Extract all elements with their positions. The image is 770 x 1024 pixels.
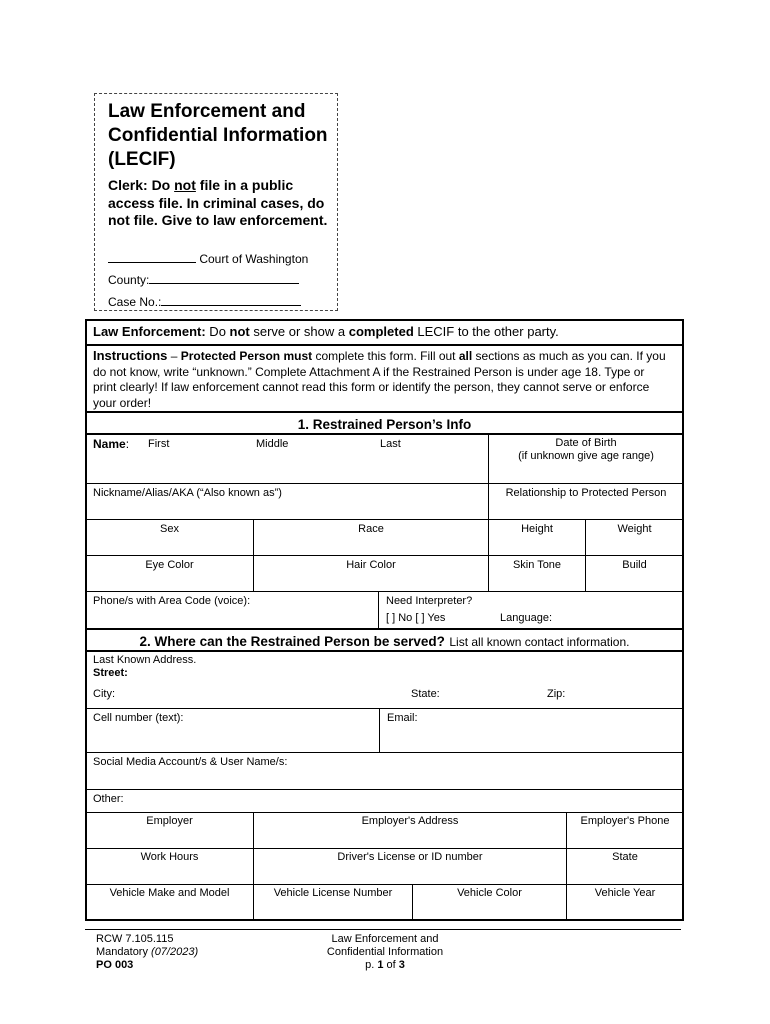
employer-label: Employer xyxy=(146,815,193,827)
work-hours-label: Work Hours xyxy=(140,851,199,863)
skin-tone-label: Skin Tone xyxy=(512,559,562,571)
form-title: Law Enforcement and Confidential Information (LECIF) xyxy=(108,101,328,170)
race-label: Race xyxy=(358,523,384,535)
section1-heading: 1. Restrained Person’s Info xyxy=(85,411,684,435)
county-field[interactable] xyxy=(149,283,299,284)
court-name-field[interactable] xyxy=(108,262,196,263)
street-label: Street: xyxy=(93,667,128,679)
dob-label: Date of Birth xyxy=(555,437,617,449)
vehicle-make-label: Vehicle Make and Model xyxy=(109,887,230,899)
relationship-label: Relationship to Protected Person xyxy=(505,487,667,499)
city-label: City: xyxy=(93,688,115,700)
weight-label: Weight xyxy=(617,523,652,535)
hair-color-label: Hair Color xyxy=(346,559,396,571)
other-label: Other: xyxy=(93,793,124,805)
court-line: Court of Washington xyxy=(108,252,308,266)
section2-heading: 2. Where can the Restrained Person be served? List all known contact information. xyxy=(85,628,684,652)
email-cell[interactable] xyxy=(379,708,684,753)
eye-color-label: Eye Color xyxy=(145,559,194,571)
employer-phone-label: Employer's Phone xyxy=(580,815,670,827)
cell-number-label: Cell number (text): xyxy=(93,712,184,724)
dob-note: (if unknown give age range) xyxy=(518,450,654,462)
case-line: Case No.: xyxy=(108,295,301,309)
zip-label: Zip: xyxy=(547,688,566,700)
first-label: First xyxy=(148,438,170,450)
social-media-label: Social Media Account/s & User Name/s: xyxy=(93,756,288,768)
county-line: County: xyxy=(108,273,299,287)
footer-rule xyxy=(85,929,681,930)
middle-label: Middle xyxy=(256,438,289,450)
phone-label: Phone/s with Area Code (voice): xyxy=(93,595,251,607)
email-label: Email: xyxy=(387,712,418,724)
height-label: Height xyxy=(521,523,553,535)
license-label: Driver's License or ID number xyxy=(337,851,483,863)
other-cell[interactable] xyxy=(85,789,684,813)
build-label: Build xyxy=(622,559,647,571)
state-label: State: xyxy=(411,688,440,700)
vehicle-year-label: Vehicle Year xyxy=(594,887,656,899)
license-state-label: State xyxy=(612,851,638,863)
interpreter-label: Need Interpreter? xyxy=(386,595,473,607)
footer-center: Law Enforcement and Confidential Information p. 1 of 3 xyxy=(326,933,444,971)
vehicle-license-label: Vehicle License Number xyxy=(273,887,393,899)
nickname-label: Nickname/Alias/AKA (“Also known as”) xyxy=(93,487,282,499)
employer-address-label: Employer's Address xyxy=(361,815,459,827)
clerk-note: Clerk: Do not file in a public access file. In criminal cases, do not file. Give to law enforcement. xyxy=(108,177,328,228)
interpreter-checkboxes[interactable]: [ ] No [ ] Yes xyxy=(386,612,446,624)
vehicle-color-label: Vehicle Color xyxy=(457,887,522,899)
last-label: Last xyxy=(380,438,401,450)
language-label: Language: xyxy=(500,612,552,624)
divider xyxy=(85,344,684,346)
last-address-label: Last Known Address. xyxy=(93,654,197,666)
instructions: Instructions – Protected Person must complete this form. Fill out all sections as much as you can. If you do not know, write “unknown.” Complete Attachment A if the Restrained Person is under age 18. Type or print clearly! If law enforcement cannot read this form or identify the person, they cannot serve or enforce your order! xyxy=(93,348,666,410)
footer-left: RCW 7.105.115 Mandatory (07/2023) PO 003 xyxy=(96,933,199,971)
law-enforcement-warning: Law Enforcement: Do not serve or show a completed LECIF to the other party. xyxy=(93,324,559,339)
case-number-field[interactable] xyxy=(161,305,301,306)
sex-label: Sex xyxy=(160,523,179,535)
name-label: Name: xyxy=(93,437,130,451)
